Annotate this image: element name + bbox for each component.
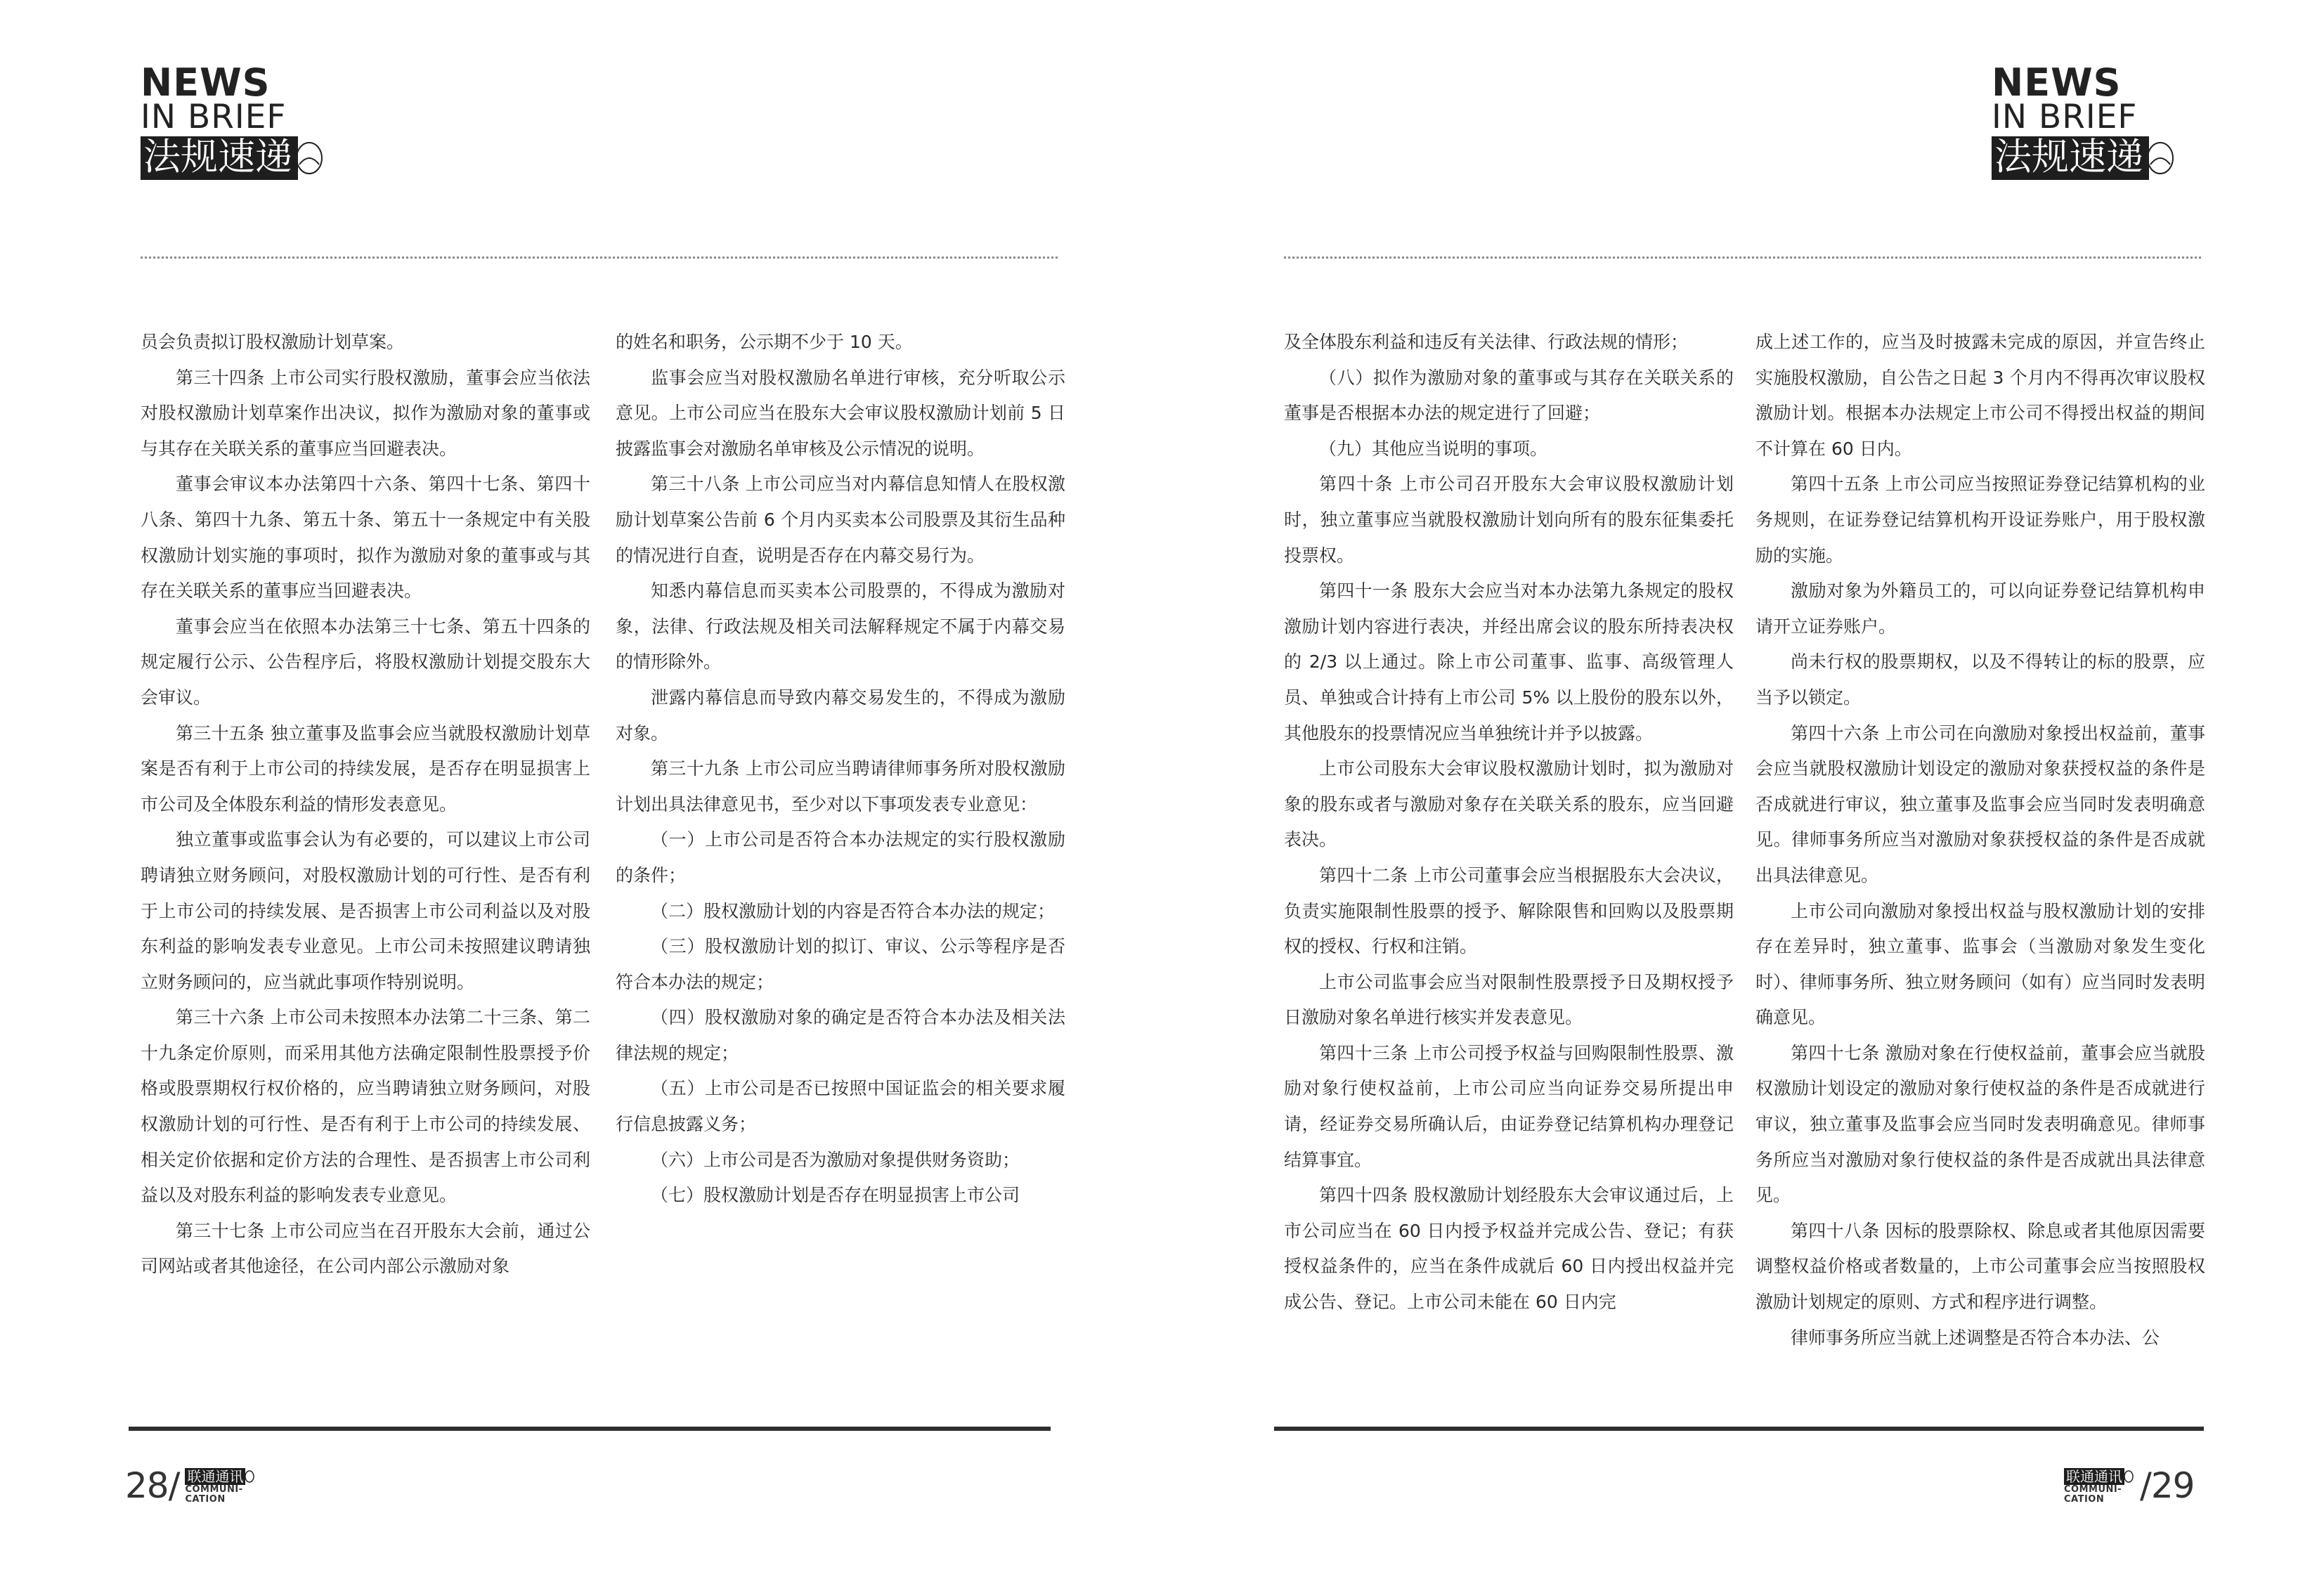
body-paragraph: 监事会应当对股权激励名单进行审核，充分听取公示意见。上市公司应当在股东大会审议股权激励计划前 5 日披露监事会对激励名单审核及公示情况的说明。 — [616, 367, 1065, 459]
body-paragraph: 第三十九条 上市公司应当聘请律师事务所对股权激励计划出具法律意见书，至少对以下事项发表专业意见： — [616, 758, 1065, 815]
masthead-news: NEWS — [141, 60, 271, 105]
body-paragraph: 董事会审议本办法第四十六条、第四十七条、第四十八条、第四十九条、第五十条、第五十一条规定中有关股权激励计划实施的事项时，拟作为激励对象的董事或与其存在关联关系的董事应当回避表决。 — [141, 474, 590, 602]
right-page — [1162, 0, 2323, 1577]
brand-en-line2: CATION — [2064, 1493, 2105, 1505]
body-paragraph: （二）股权激励计划的内容是否符合本办法的规定； — [651, 900, 1056, 921]
body-paragraph: （六）上市公司是否为激励对象提供财务资助； — [651, 1149, 1020, 1170]
body-paragraph: 员会负责拟订股权激励计划草案。 — [141, 332, 405, 352]
body-paragraph: 第四十六条 上市公司在向激励对象授出权益前，董事会应当就股权激励计划设定的激励对象获授权益的条件是否成就进行审议，独立董事及监事会应当同时发表明确意见。律师事务所应当对激励对象获授权益的条件是否成就出具法律意见。 — [1755, 722, 2205, 885]
body-paragraph: （三）股权激励计划的拟订、审议、公示等程序是否符合本办法的规定； — [616, 936, 1065, 992]
body-paragraph: 第四十一条 股东大会应当对本办法第九条规定的股权激励计划内容进行表决，并经出席会议的股东所持表决权的 2/3 以上通过。除上市公司董事、监事、高级管理人员、单独或合计持有上市公司 5% 以上股份的股东以外，其他股东的投票情况应当单独统计并予以披露。 — [1284, 580, 1734, 744]
body-paragraph: （七）股权激励计划是否存在明显损害上市公司 — [651, 1185, 1020, 1206]
masthead-in-brief: IN BRIEF — [1992, 98, 2138, 136]
body-paragraph: 第四十三条 上市公司授予权益与回购限制性股票、激励对象行使权益前，上市公司应当向证券交易所提出申请，经证券交易所确认后，由证券登记结算机构办理登记结算事宜。 — [1284, 1042, 1734, 1170]
body-paragraph: 第三十七条 上市公司应当在召开股东大会前，通过公司网站或者其他途径，在公司内部公示激励对象 — [141, 1220, 590, 1277]
body-paragraph: 泄露内幕信息而导致内幕交易发生的，不得成为激励对象。 — [616, 687, 1065, 744]
body-paragraph: 第四十五条 上市公司应当按照证券登记结算机构的业务规则，在证券登记结算机构开设证券账户，用于股权激励的实施。 — [1755, 474, 2205, 566]
body-paragraph: 的姓名和职务，公示期不少于 10 天。 — [616, 332, 913, 352]
body-paragraph: 成上述工作的，应当及时披露未完成的原因，并宣告终止实施股权激励，自公告之日起 3 个月内不得再次审议股权激励计划。根据本办法规定上市公司不得授出权益的期间不计算在 60 日内。 — [1755, 332, 2205, 459]
masthead-section-title: 法规速递 — [1992, 136, 2149, 180]
body-paragraph: 上市公司监事会应当对限制性股票授予日及期权授予日激励对象名单进行核实并发表意见。 — [1284, 971, 1734, 1028]
body-paragraph: 第四十四条 股权激励计划经股东大会审议通过后，上市公司应当在 60 日内授予权益并完成公告、登记；有获授权益条件的，应当在条件成就后 60 日内授出权益并完成公告、登记。上市公司未能在 60 日内完 — [1284, 1185, 1734, 1313]
footer-rule — [1274, 1427, 2204, 1431]
body-paragraph: 第三十五条 独立董事及监事会应当就股权激励计划草案是否有利于上市公司的持续发展，是否存在明显损害上市公司及全体股东利益的情形发表意见。 — [141, 722, 590, 815]
body-paragraph: 第四十七条 激励对象在行使权益前，董事会应当就股权激励计划设定的激励对象行使权益的条件是否成就进行审议，独立董事及监事会应当同时发表明确意见。律师事务所应当对激励对象行使权益的条件是否成就出具法律意见。 — [1755, 1042, 2205, 1206]
masthead-section — [1992, 136, 2224, 180]
page-number: /29 — [2140, 1465, 2195, 1506]
body-paragraph: （五）上市公司是否已按照中国证监会的相关要求履行信息披露义务； — [616, 1078, 1065, 1135]
left-column-2 — [616, 325, 1065, 1214]
brand-logo — [2064, 1468, 2134, 1504]
right-footer — [2058, 1465, 2194, 1506]
brand-name: 联通通讯 — [2064, 1468, 2124, 1485]
body-paragraph: 第三十八条 上市公司应当对内幕信息知情人在股权激励计划草案公告前 6 个月内买卖本公司股票及其衍生品种的情况进行自查，说明是否存在内幕交易行为。 — [616, 474, 1065, 566]
masthead-ring-icon — [2145, 141, 2176, 176]
masthead-section — [141, 136, 372, 180]
body-paragraph: 第四十条 上市公司召开股东大会审议股权激励计划时，独立董事应当就股权激励计划向所有的股东征集委托投票权。 — [1284, 474, 1734, 566]
footer-rule — [129, 1427, 1051, 1431]
section-masthead — [141, 60, 372, 180]
brand-en-line1: COMMUNI- — [185, 1484, 243, 1495]
body-paragraph: 上市公司股东大会审议股权激励计划时，拟为激励对象的股东或者与激励对象存在关联关系的股东，应当回避表决。 — [1284, 758, 1734, 850]
brand-en-line2: CATION — [185, 1493, 226, 1505]
body-paragraph: 董事会应当在依照本办法第三十七条、第五十四条的规定履行公示、公告程序后，将股权激励计划提交股东大会审议。 — [141, 616, 590, 708]
body-paragraph: 律师事务所应当就上述调整是否符合本办法、公 — [1791, 1327, 2160, 1348]
brand-ring-icon — [2123, 1469, 2134, 1484]
brand-logo — [185, 1468, 255, 1504]
right-column-2 — [1755, 325, 2205, 1356]
body-paragraph: （九）其他应当说明的事项。 — [1319, 438, 1548, 459]
body-paragraph: 及全体股东利益和违反有关法律、行政法规的情形； — [1284, 332, 1689, 352]
body-paragraph: 第三十六条 上市公司未按照本办法第二十三条、第二十九条定价原则，而采用其他方法确定限制性股票授予价格或股票期权行权价格的，应当聘请独立财务顾问，对股权激励计划的可行性、是否有利于上市公司的持续发展、相关定价依据和定价方法的合理性、是否损害上市公司利益以及对股东利益的影响发表专业意见。 — [141, 1007, 590, 1206]
left-column-1 — [141, 325, 590, 1285]
body-paragraph: （八）拟作为激励对象的董事或与其存在关联关系的董事是否根据本办法的规定进行了回避； — [1284, 367, 1734, 424]
page-number: 28/ — [125, 1465, 180, 1506]
brand-en-line1: COMMUNI- — [2064, 1484, 2122, 1495]
body-paragraph: （一）上市公司是否符合本办法规定的实行股权激励的条件； — [616, 829, 1065, 885]
section-masthead — [1992, 60, 2224, 180]
body-paragraph: 上市公司向激励对象授出权益与股权激励计划的安排存在差异时，独立董事、监事会（当激励对象发生变化时）、律师事务所、独立财务顾问（如有）应当同时发表明确意见。 — [1755, 900, 2205, 1028]
brand-ring-icon — [244, 1469, 255, 1484]
left-footer — [125, 1465, 261, 1506]
body-paragraph: （四）股权激励对象的确定是否符合本办法及相关法律法规的规定； — [616, 1007, 1065, 1063]
body-paragraph: 第四十二条 上市公司董事会应当根据股东大会决议，负责实施限制性股票的授予、解除限售和回购以及股票期权的授权、行权和注销。 — [1284, 864, 1734, 957]
masthead-ring-icon — [294, 141, 325, 176]
header-divider — [1284, 257, 2201, 259]
masthead-in-brief: IN BRIEF — [141, 98, 287, 136]
body-paragraph: 激励对象为外籍员工的，可以向证券登记结算机构申请开立证券账户。 — [1755, 580, 2205, 637]
brand-name: 联通通讯 — [185, 1468, 245, 1485]
body-paragraph: 知悉内幕信息而买卖本公司股票的，不得成为激励对象，法律、行政法规及相关司法解释规定不属于内幕交易的情形除外。 — [616, 580, 1065, 673]
masthead-section-title: 法规速递 — [141, 136, 298, 180]
masthead-news: NEWS — [1992, 60, 2122, 105]
body-paragraph: 第四十八条 因标的股票除权、除息或者其他原因需要调整权益价格或者数量的，上市公司董事会应当按照股权激励计划规定的原则、方式和程序进行调整。 — [1755, 1220, 2205, 1313]
right-column-1 — [1284, 325, 1734, 1320]
body-paragraph: 第三十四条 上市公司实行股权激励，董事会应当依法对股权激励计划草案作出决议，拟作为激励对象的董事或与其存在关联关系的董事应当回避表决。 — [141, 367, 590, 459]
body-paragraph: 独立董事或监事会认为有必要的，可以建议上市公司聘请独立财务顾问，对股权激励计划的可行性、是否有利于上市公司的持续发展、是否损害上市公司利益以及对股东利益的影响发表专业意见。上市公司未按照建议聘请独立财务顾问的，应当就此事项作特别说明。 — [141, 829, 590, 992]
body-paragraph: 尚未行权的股票期权，以及不得转让的标的股票，应当予以锁定。 — [1755, 651, 2205, 708]
header-divider — [141, 257, 1058, 259]
